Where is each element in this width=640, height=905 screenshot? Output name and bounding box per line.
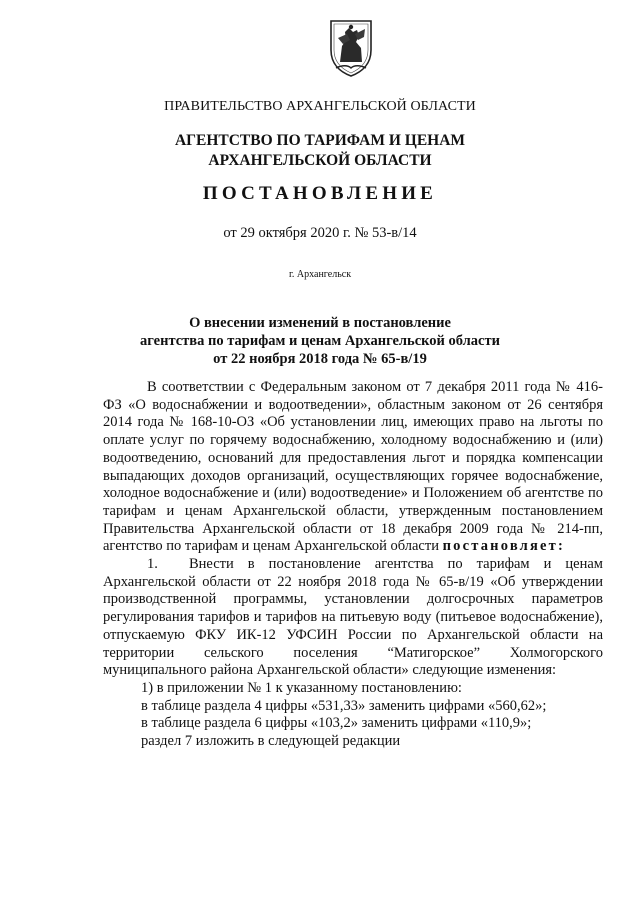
preamble-paragraph	[103, 379, 603, 556]
changes-list	[103, 680, 603, 751]
list-item: в таблице раздела 6 цифры «103,2» заменить цифрами «110,9»;	[141, 715, 532, 732]
item-1-number: 1.	[147, 556, 158, 573]
document-subject	[0, 314, 640, 368]
government-name: ПРАВИТЕЛЬСТВО АРХАНГЕЛЬСКОЙ ОБЛАСТИ	[164, 99, 476, 114]
document-city: г. Архангельск	[288, 269, 352, 280]
subject-line-3: от 22 ноября 2018 года № 65-в/19	[213, 351, 427, 367]
subject-line-2: агентства по тарифам и ценам Архангельской области	[140, 333, 500, 349]
document-date-number: от 29 октября 2020 г. № 53-в/14	[223, 225, 417, 241]
item-1-paragraph	[103, 556, 603, 680]
coat-of-arms-icon	[328, 18, 374, 78]
subject-line-1: О внесении изменений в постановление	[189, 315, 451, 331]
agency-name-line-1: АГЕНТСТВО ПО ТАРИФАМ И ЦЕНАМ	[174, 132, 466, 149]
resolves-word: постановляет:	[442, 538, 566, 555]
list-item: 1) в приложении № 1 к указанному постановлению:	[141, 679, 462, 696]
list-item: раздел 7 изложить в следующей редакции	[141, 733, 401, 750]
agency-name	[0, 131, 640, 171]
preamble-text: В соответствии с Федеральным законом от 7 декабря 2011 года № 416-ФЗ «О водоснабжении и водоотведении», областным законом от 26 сентября 2014 года № 168-10-ОЗ «Об установлении лиц, имеющих право на льготы по оплате услуг по горячему водоснабжению, холодному водоснабжению и (или) водоотведению, оснований для предоставления льгот и порядка компенсации выпадающих доходов организаций, осуществляющих горячее водоснабжение, холодное водоснабжение и (или) водоотведение» и Положением об агентстве по тарифам и ценам Архангельской области, утвержденным постановлением Правительства Архангельской области от 18 декабря 2009 года № 214-пп, агентство по тарифам и ценам Архангельской области	[103, 379, 603, 555]
list-item: в таблице раздела 4 цифры «531,33» заменить цифрами «560,62»;	[141, 697, 547, 714]
item-1-text: Внести в постановление агентства по тарифам и ценам Архангельской области от 22 ноября 2018 года № 65-в/19 «Об утверждении производственной программы, установлении долгосрочных параметров регулирования тарифов и тарифов на питьевую воду (питьевое водоснабжение), отпускаемую ФКУ ИК-12 УФСИН России по Архангельской области на территории сельского поселения “Матигорское” Холмогорского муниципального района Архангельской области» следующие изменения:	[103, 556, 603, 679]
document-body	[103, 379, 603, 751]
document-type-title: ПОСТАНОВЛЕНИЕ	[202, 183, 438, 204]
agency-name-line-2: АРХАНГЕЛЬСКОЙ ОБЛАСТИ	[208, 152, 432, 169]
